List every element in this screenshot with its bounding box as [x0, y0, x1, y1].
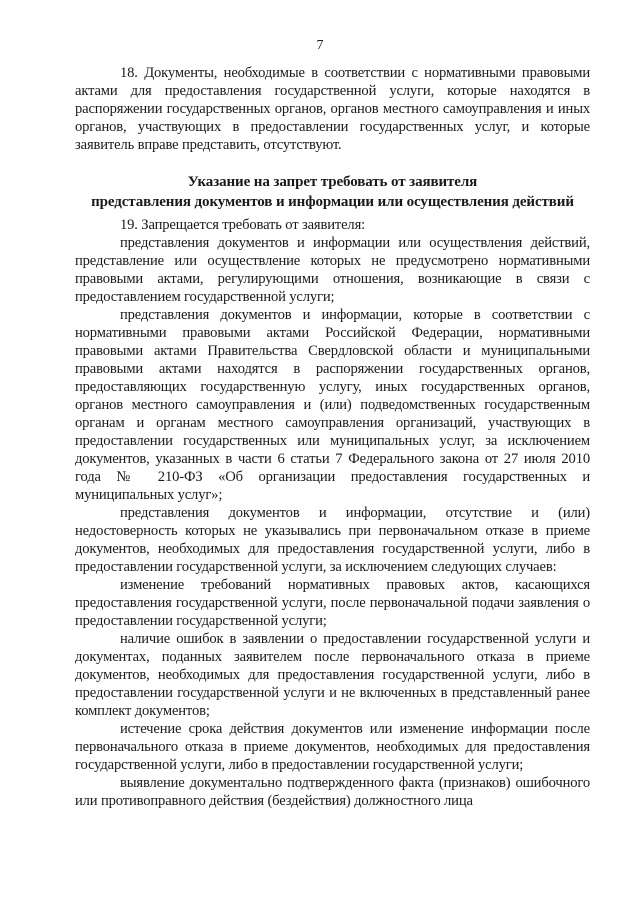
page-body	[75, 64, 590, 810]
paragraph: представления документов и информации, отсутствие и (или) недостоверность которых не указывались при первоначальном отказе в приеме документов, необходимых для предоставления государственной услуги, либо в предоставлении государственной услуги, за исключением следующих случаев:	[75, 505, 590, 575]
paragraph: представления документов и информации или осуществления действий, представление или осуществление которых не предусмотрено нормативными правовыми актами, регулирующими отношения, возникающие в связи с предоставлением государственной услуги;	[75, 235, 590, 305]
heading-line-1: Указание на запрет требовать от заявителя	[187, 174, 478, 190]
paragraph: изменение требований нормативных правовых актов, касающихся предоставления государственной услуги, после первоначальной подачи заявления о предоставлении государственной услуги;	[75, 577, 590, 629]
page-number: 7	[316, 38, 324, 53]
paragraph: представления документов и информации, которые в соответствии с нормативными правовыми актами Российской Федерации, нормативными правовыми актами Правительства Свердловской области и муниципальными правовыми актами находятся в распоряжении государственных органов, предоставляющих государственную услугу, иных государственных органов, органов местного самоуправления и (или) подведомственных государственным органам и органам местного самоуправления организаций, участвующих в предоставлении государственных или муниципальных услуг, за исключением документов, указанных в части 6 статьи 7 Федерального закона от 27 июля 2010 года № 210-ФЗ «Об организации предоставления государственных и муниципальных услуг»;	[75, 307, 590, 503]
paragraph-section-19-intro: 19. Запрещается требовать от заявителя:	[120, 217, 366, 233]
paragraph: истечение срока действия документов или изменение информации после первоначального отказа в приеме документов, необходимых для предоставления государственной услуги, либо в предоставлении государственной услуги;	[75, 721, 590, 773]
paragraph: выявление документально подтвержденного факта (признаков) ошибочного или противоправного действия (бездействия) должностного лица	[75, 775, 590, 809]
heading-line-2: представления документов и информации или осуществления действий	[91, 194, 574, 210]
section-heading	[75, 172, 590, 212]
paragraph: наличие ошибок в заявлении о предоставлении государственной услуги и документах, поданных заявителем после первоначального отказа в приеме документов, необходимых для предоставления государственной услуги, либо в предоставлении государственной услуги и не включенных в представленный ранее комплект документов;	[75, 631, 590, 719]
paragraph-section-18: 18. Документы, необходимые в соответствии с нормативными правовыми актами для предоставления государственной услуги, которые находятся в распоряжении государственных органов, органов местного самоуправления и иных органов, участвующих в предоставлении государственных услуг, и которые заявитель вправе представить, отсутствуют.	[75, 65, 590, 153]
